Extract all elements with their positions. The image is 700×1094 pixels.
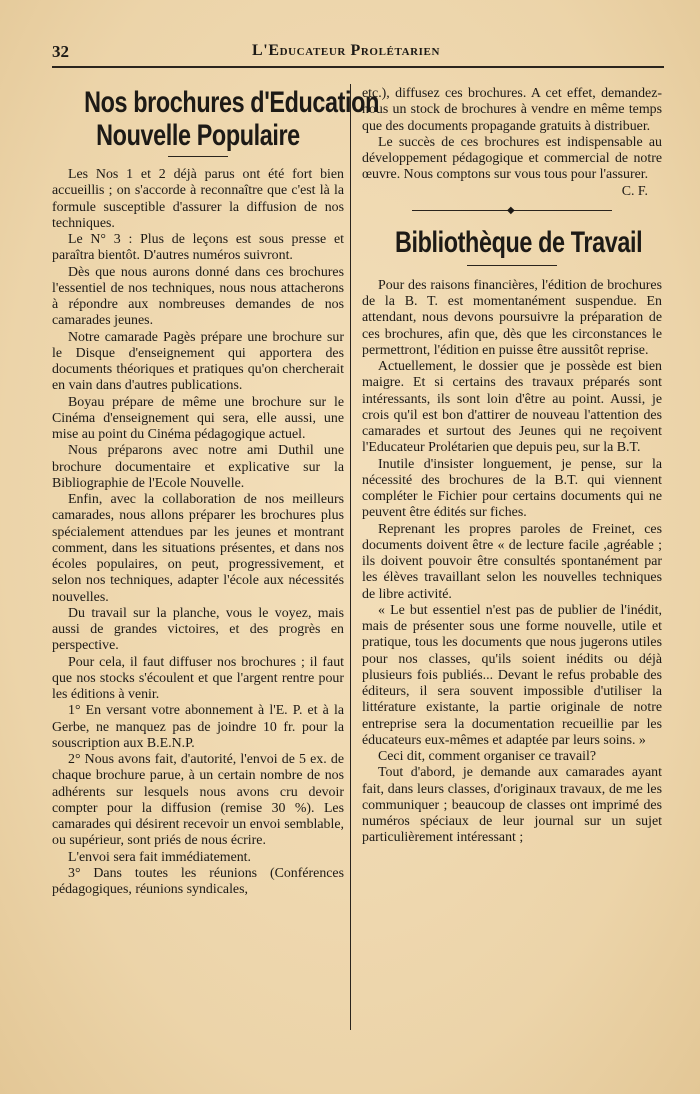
page-number: 32	[52, 42, 69, 61]
paragraph: Notre camarade Pagès prépare une brochure sur le Disque d'enseignement qui apportera des documents théoriques et pratiques qu'on chercherait en vain dans d'autres publications.	[52, 329, 344, 394]
title-rule	[467, 265, 557, 266]
paragraph: Tout d'abord, je demande aux camarades ayant fait, dans leurs classes, d'originaux travaux, de me les communiquer ; beaucoup de classes ont imprimé des numéros spéciaux de leur journal sur un sujet particulièrement intéressant ;	[362, 765, 662, 846]
paragraph: etc.), diffusez ces brochures. A cet effet, demandez-nous un stock de brochures à vendre en même temps que des documents propagande gratuits à distribuer.	[362, 86, 662, 134]
paragraph: Actuellement, le dossier que je possède est bien maigre. Et si certains des travaux préparés sont intéressants, ils sont loin d'être au point. Aussi, je crois qu'il est bon d'attirer de nouveau l'attention des camarades et surtout des Jeunes qui ne reçoivent l'Educateur Prolétarien que depuis peu, sur la B.T.	[362, 359, 662, 456]
paragraph: Le N° 3 : Plus de leçons est sous presse et paraîtra bientôt. D'autres numéros suivront.	[52, 232, 344, 264]
paragraph: Pour des raisons financières, l'édition de brochures de la B. T. est momentanément suspendue. En attendant, nous devons poursuivre la préparation de ces brochures, afin que, dès que les circonstances le permettront, l'édition en puisse être aussitôt reprise.	[362, 277, 662, 358]
diamond-ornament-icon: ◆	[507, 204, 515, 216]
paragraph: L'envoi sera fait immédiatement.	[68, 849, 252, 865]
paragraph: « Le but essentiel n'est pas de publier de l'inédit, mais de présenter sous une forme nouvelle, utile et pratique, tous les documents que nous jugerons utiles pour nos classes, qu'ils soient inédits ou déjà plusieurs fois publiés... Devant le refus probable des éditeurs, il sera souvent impossible d'utiliser la littérature existante, la partie originale de notre entreprise sera la documentation recueillie par les éducateurs eux-mêmes et adaptée par leurs soins. »	[362, 602, 662, 748]
column-divider	[350, 84, 351, 1030]
paragraph: Reprenant les propres paroles de Freinet, ces documents doivent être « de lecture facile ,agréable ; ils doivent pouvoir être consultés spontanément par les élèves travaillant selon les nouvelles techniques de libre activité.	[362, 521, 662, 602]
title-rule	[168, 156, 228, 157]
paragraph: Les Nos 1 et 2 déjà parus ont été fort bien accueillis ; on s'accorde à reconnaître que c'est là la formule susceptible d'assurer la diffusion de nos techniques.	[52, 167, 344, 231]
journal-title: L'Educateur Prolétarien	[252, 42, 441, 59]
paragraph: Enfin, avec la collaboration de nos meilleurs camarades, nous allons préparer les brochures plus spécialement attendues par les jeunes et montrant comment, dans les situations présentes, et dans nos écoles populaires, on peut, progressivement, et selon nos techniques, adapter l'école aux nécessités nouvelles.	[52, 492, 344, 605]
paragraph: Du travail sur la planche, vous le voyez, mais aussi de grandes victoires, et des progrès en perspective.	[52, 605, 344, 654]
paragraph: Nous préparons avec notre ami Duthil une brochure documentaire et explicative sur la Bibliographie de l'Ecole Nouvelle.	[52, 443, 344, 491]
paragraph: 3° Dans toutes les réunions (Conférences pédagogiques, réunions syndicales,	[52, 865, 344, 897]
paragraph: Pour cela, il faut diffuser nos brochures ; il faut que nos stocks s'écoulent et que l'argent rentre pour les éditions à venir.	[52, 654, 344, 702]
article-title-line-1: Nos brochures d'Education	[84, 86, 379, 119]
paragraph: Inutile d'insister longuement, je pense, sur la nécessité des brochures de la B.T. qui viennent compléter le Fichier pour certains documents qui ne peuvent être édités sur fiches.	[362, 456, 662, 521]
paragraph: Dès que nous aurons donné dans ces brochures l'essentiel de nos techniques, nous nous attacherons à répondre aux nombreuses demandes de nos camarades jeunes.	[52, 264, 344, 329]
signature: C. F.	[621, 183, 648, 199]
header-rule	[52, 66, 664, 68]
article-title: Bibliothèque de Travail	[395, 225, 643, 259]
paragraph: Boyau prépare de même une brochure sur le Cinéma d'enseignement qui sera, elle aussi, une mise au point du Cinéma pédagogique actuel.	[52, 394, 344, 442]
paragraph: 2° Nous avons fait, d'autorité, l'envoi de 5 ex. de chaque brochure parue, à un certain nombre de nos adhérents sur lesquels nous avons cru devoir compter pour la diffusion (remise 30 %). Les camarades qui désirent recevoir un envoi semblable, ou supérieur, sont priés de nous écrire.	[52, 752, 344, 849]
page-header	[52, 40, 664, 68]
article-title-line-2: Nouvelle Populaire	[96, 119, 300, 152]
paragraph: 1° En versant votre abonnement à l'E. P. et à la Gerbe, ne manquez pas de joindre 10 fr. pour la souscription aux B.E.N.P.	[52, 703, 344, 751]
paragraph: Ceci dit, comment organiser ce travail?	[378, 749, 597, 764]
paragraph: Le succès de ces brochures est indispensable au développement pédagogique et commercial de notre œuvre. Nous comptons sur vous tous pour l'assurer.	[362, 134, 662, 183]
section-separator	[412, 206, 612, 216]
right-column	[362, 86, 662, 847]
left-column	[52, 86, 379, 898]
